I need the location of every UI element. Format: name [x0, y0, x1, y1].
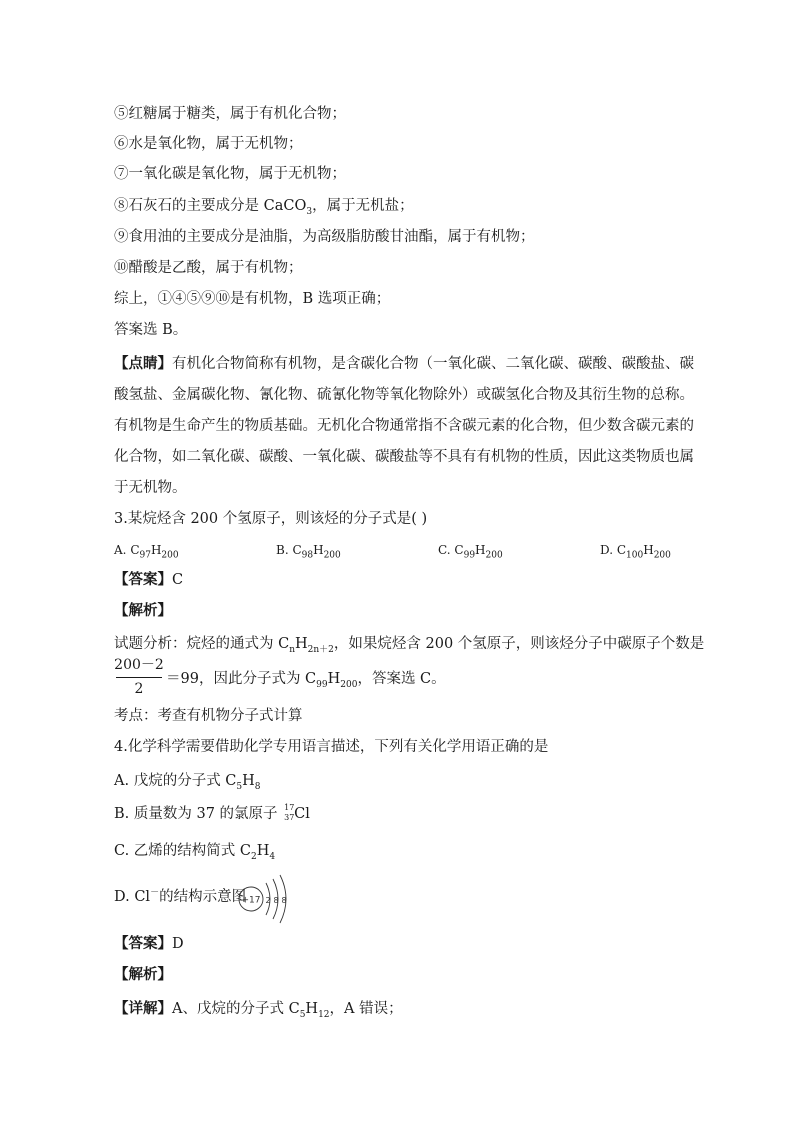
tip-line-1 [114, 354, 694, 374]
nuclide-atomic: 37 [284, 813, 295, 822]
q4-opt-c-h: H [256, 843, 270, 859]
analysis2-c-sub: 99 [316, 679, 328, 690]
tip-text-1: 有机化合物简称有机物，是含碳化合物（一氧化碳、二氧化碳、碳酸、碳酸盐、碳 [172, 356, 694, 372]
option-hsub: 200 [653, 550, 671, 561]
fraction-bar [116, 677, 162, 678]
q3-option-d [600, 540, 671, 560]
option-letter: C. [438, 543, 451, 557]
answer-value: C [172, 572, 184, 588]
text-line-5: ⑤红糖属于糖类，属于有机化合物； [114, 106, 346, 122]
answer-value: D [172, 936, 184, 952]
q4-answer [114, 934, 184, 954]
q3-option-b [276, 540, 341, 560]
option-letter: B. [276, 543, 289, 557]
q3-kaodian: 考点：考查有机物分子式计算 [114, 708, 303, 724]
q3-analysis-tag: 【解析】 [114, 602, 172, 619]
text-line-8 [114, 196, 414, 216]
analysis2-h: H [327, 671, 341, 687]
text-line-8-sub: 3 [306, 206, 313, 217]
nuclide-mass: 17 [284, 803, 295, 812]
analysis2-h-sub: 200 [340, 679, 358, 690]
text-line-7: ⑦一氧化碳是氧化物，属于无机物； [114, 166, 346, 182]
fraction-numerator: 200－2 [114, 657, 164, 673]
q4-opt-d-text-a: D. Cl [114, 889, 151, 905]
detail-hsub: 12 [318, 1009, 330, 1020]
q3-option-a [114, 540, 179, 560]
nuclide-element: Cl [294, 806, 310, 822]
q4-opt-a-csub: 5 [236, 781, 243, 792]
option-hsub: 200 [485, 550, 503, 561]
q4-opt-c-text: C. 乙烯的结构简式 C [114, 843, 251, 859]
ion-structure-svg [237, 873, 293, 925]
q4-opt-b-text: B. 质量数为 37 的氯原子 [114, 806, 283, 822]
detail-h: H [305, 1001, 319, 1017]
tip-tag: 【点睛】 [114, 355, 172, 372]
q4-opt-c-hsub: 4 [269, 851, 276, 862]
shell-count-1: 2 [265, 896, 271, 905]
option-h: H [643, 543, 654, 557]
tip-line-3: 有机物是生命产生的物质基础。无机化合物通常指不含碳元素的化合物，但少数含碳元素的 [114, 418, 694, 434]
text-line-9: ⑨食用油的主要成分是油脂，为高级脂肪酸甘油酯，属于有机物； [114, 229, 535, 245]
q4-option-b [114, 804, 310, 824]
analysis2-text-b: ，答案选 C。 [357, 671, 446, 687]
text-line-8-b: ，属于无机盐； [312, 198, 414, 214]
q4-opt-d-sup: － [150, 888, 160, 899]
nucleus-label: +17 [241, 895, 261, 906]
q4-opt-c-csub: 2 [251, 851, 257, 862]
option-csub: 98 [301, 550, 314, 561]
tip-line-2: 酸氢盐、金属碳化物、氰化物、硫氰化物等氧化物除外）或碳氢化合物及其衍生物的总称。 [114, 387, 694, 403]
answer-tag: 【答案】 [114, 935, 172, 952]
analysis-text-b: ，如果烷烃含 200 个氢原子，则该烃分子中碳原子个数是 [333, 636, 705, 652]
analysis-h-sub: 2n＋2 [307, 644, 334, 655]
option-hsub: 200 [323, 550, 341, 561]
option-letter: A. [114, 543, 127, 557]
option-c: C [130, 543, 140, 557]
detail-text-b: ，A 错误； [329, 1001, 403, 1017]
analysis2-text-a: ＝99，因此分子式为 C [166, 671, 317, 687]
option-csub: 97 [139, 550, 151, 561]
option-csub: 99 [463, 550, 476, 561]
option-c: C [292, 543, 302, 557]
analysis-h: H [295, 636, 308, 652]
q3-option-c [438, 540, 503, 560]
text-line-8-a: ⑧石灰石的主要成分是 CaCO [114, 198, 307, 214]
nuclide-notation [282, 804, 294, 824]
q4-analysis-tag: 【解析】 [114, 966, 172, 983]
q4-opt-a-h: H [242, 773, 255, 789]
tip-line-4: 化合物，如二氧化碳、碳酸、一氧化碳、碳酸盐等不具有有机物的性质，因此这类物质也属 [114, 449, 694, 465]
option-h: H [313, 543, 324, 557]
answer-b-line: 答案选 B。 [114, 322, 188, 338]
option-h: H [475, 543, 486, 557]
option-hsub: 200 [161, 550, 179, 561]
detail-csub: 5 [299, 1009, 306, 1020]
detail-text-a: A、戊烷的分子式 C [172, 1001, 300, 1017]
q3-analysis-line-1 [114, 634, 704, 654]
text-line-10: ⑩醋酸是乙酸，属于有机物； [114, 260, 303, 276]
option-c: C [616, 543, 627, 557]
q4-detail [114, 999, 403, 1019]
q4-option-c [114, 841, 275, 861]
tip-line-5: 于无机物。 [114, 480, 187, 496]
answer-tag: 【答案】 [114, 571, 172, 588]
option-h: H [150, 543, 162, 557]
fraction-denominator: 2 [134, 681, 144, 697]
q3-stem: 3.某烷烃含 200 个氢原子，则该烃的分子式是( ) [114, 511, 428, 527]
shell-count-2: 8 [273, 896, 279, 905]
q3-answer [114, 570, 183, 590]
option-letter: D. [600, 543, 614, 557]
q4-option-a [114, 771, 261, 791]
shell-count-3: 8 [281, 896, 287, 905]
summary-line: 综上，①④⑤⑨⑩是有机物，B 选项正确； [114, 291, 391, 307]
option-csub: 100 [626, 550, 644, 561]
option-c: C [454, 543, 464, 557]
q4-opt-d-text-b: 的结构示意图 [159, 889, 247, 905]
q3-analysis-line-2 [166, 669, 446, 689]
fraction [114, 656, 174, 700]
text-line-6: ⑥水是氧化物，属于无机物； [114, 136, 303, 152]
analysis-text-a: 试题分析：烷烃的通式为 C [114, 636, 290, 652]
q4-opt-a-hsub: 8 [254, 781, 261, 792]
q4-opt-a-text: A. 戊烷的分子式 C [114, 773, 237, 789]
analysis-n-sub: n [289, 644, 295, 655]
q4-option-d [114, 887, 246, 907]
q4-stem: 4.化学科学需要借助化学专用语言描述，下列有关化学用语正确的是 [114, 739, 549, 755]
detail-tag: 【详解】 [114, 1000, 172, 1017]
